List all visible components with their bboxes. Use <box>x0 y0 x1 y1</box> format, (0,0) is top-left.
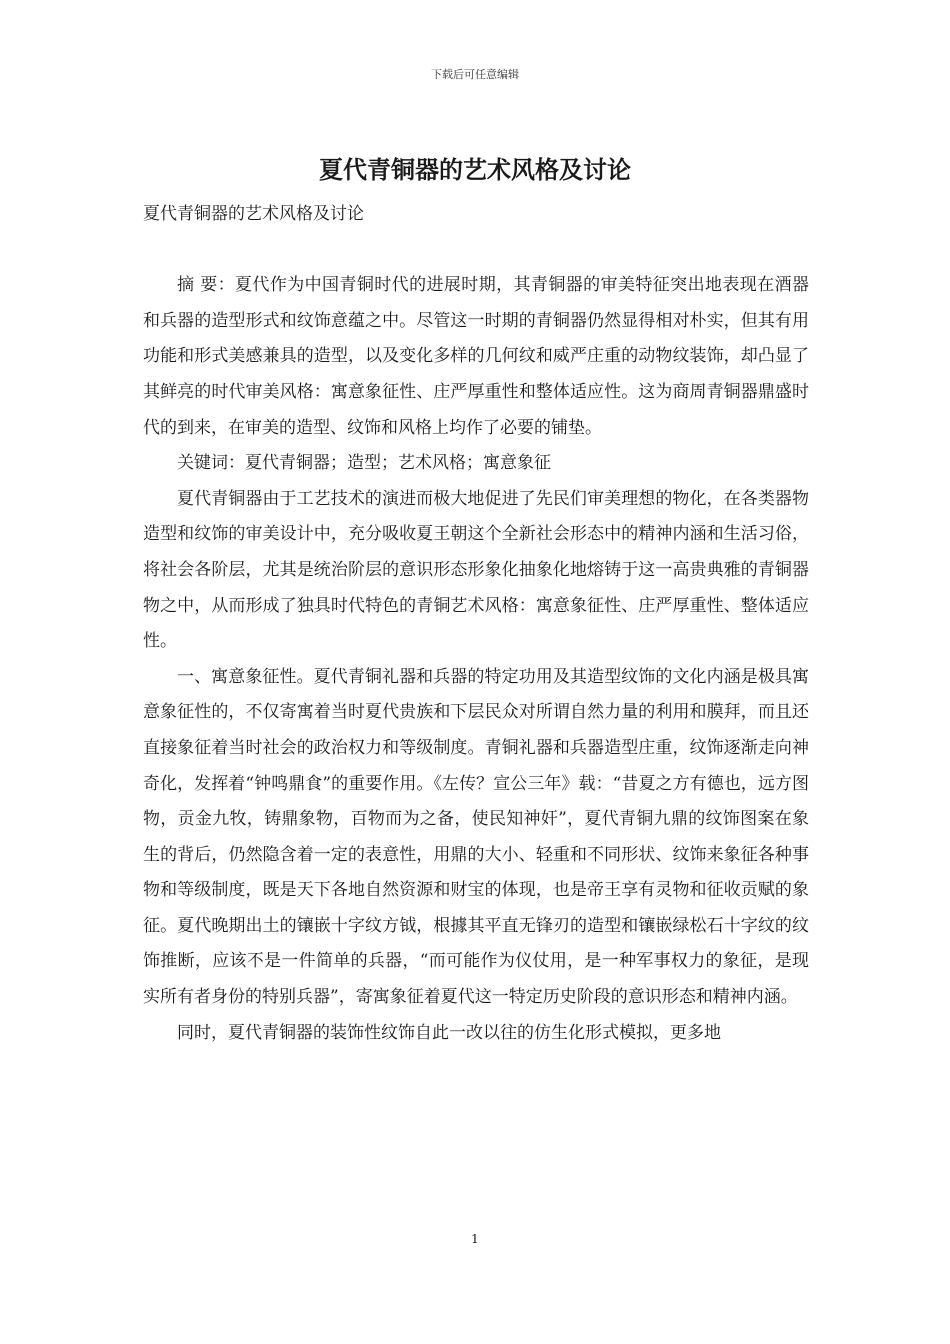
keywords-paragraph: 关键词：夏代青铜器；造型；艺术风格；寓意象征 <box>177 453 551 474</box>
document-title: 夏代青铜器的艺术风格及讨论 <box>319 155 631 184</box>
body-paragraph: 同时，夏代青铜器的装饰性纹饰自此一改以往的仿生化形式模拟，更多地 <box>177 1022 721 1043</box>
document-subtitle: 夏代青铜器的艺术风格及讨论 <box>143 204 364 224</box>
abstract-paragraph: 摘 要：夏代作为中国青铜时代的进展时期，其青铜器的审美特征突出地表现在酒器和兵器的造型形式和纹饰意蕴之中。尽管这一时期的青铜器仍然显得相对朴实，但其有用功能和形式美感兼具的造型，以及变化多样的几何纹和威严庄重的动物纹装饰，却凸显了其鲜亮的时代审美风格：寓意象征性、庄严厚重性和整体适应性。这为商周青铜器鼎盛时代的到来，在审美的造型、纹饰和风格上均作了必要的铺垫。 <box>143 275 809 438</box>
body-paragraph: 一、寓意象征性。夏代青铜礼器和兵器的特定功用及其造型纹饰的文化内涵是极具寓意象征性的，不仅寄寓着当时夏代贵族和下层民众对所谓自然力量的利用和膜拜，而且还直接象征着当时社会的政治权力和等级制度。青铜礼器和兵器造型庄重，纹饰逐渐走向神奇化，发挥着“钟鸣鼎食”的重要作用。《左传？宣公三年》载：“昔夏之方有德也，远方图物，贡金九牧，铸鼎象物，百物而为之备，使民知神奸”，夏代青铜九鼎的纹饰图案在象生的背后，仍然隐含着一定的表意性，用鼎的大小、轻重和不同形状、纹饰来象征各种事物和等级制度，既是天下各地自然资源和财宝的体现，也是帝王享有灵物和征收贡赋的象征。夏代晚期出土的镶嵌十字纹方钺，根據其平直无锋刃的造型和镶嵌绿松石十字纹的纹饰推断，应该不是一件简单的兵器，“而可能作为仪仗用，是一种军事权力的象征，是现实所有者身份的特别兵器”，寄寓象征着夏代这一特定历史阶段的意识形态和精神内涵。 <box>143 666 809 1008</box>
header-note: 下载后可任意编辑 <box>431 68 519 81</box>
body-paragraph: 夏代青铜器由于工艺技术的演进而极大地促进了先民们审美理想的物化，在各类器物造型和纹饰的审美设计中，充分吸收夏王朝这个全新社会形态中的精神内涵和生活习俗，将社会各阶层，尤其是统治阶层的意识形态形象化抽象化地熔铸于这一高贵典雅的青铜器物之中，从而形成了独具时代特色的青铜艺术风格：寓意象征性、庄严厚重性、整体适应性。 <box>143 488 809 652</box>
page-number: 1 <box>471 1232 479 1246</box>
document-body <box>143 197 809 1051</box>
